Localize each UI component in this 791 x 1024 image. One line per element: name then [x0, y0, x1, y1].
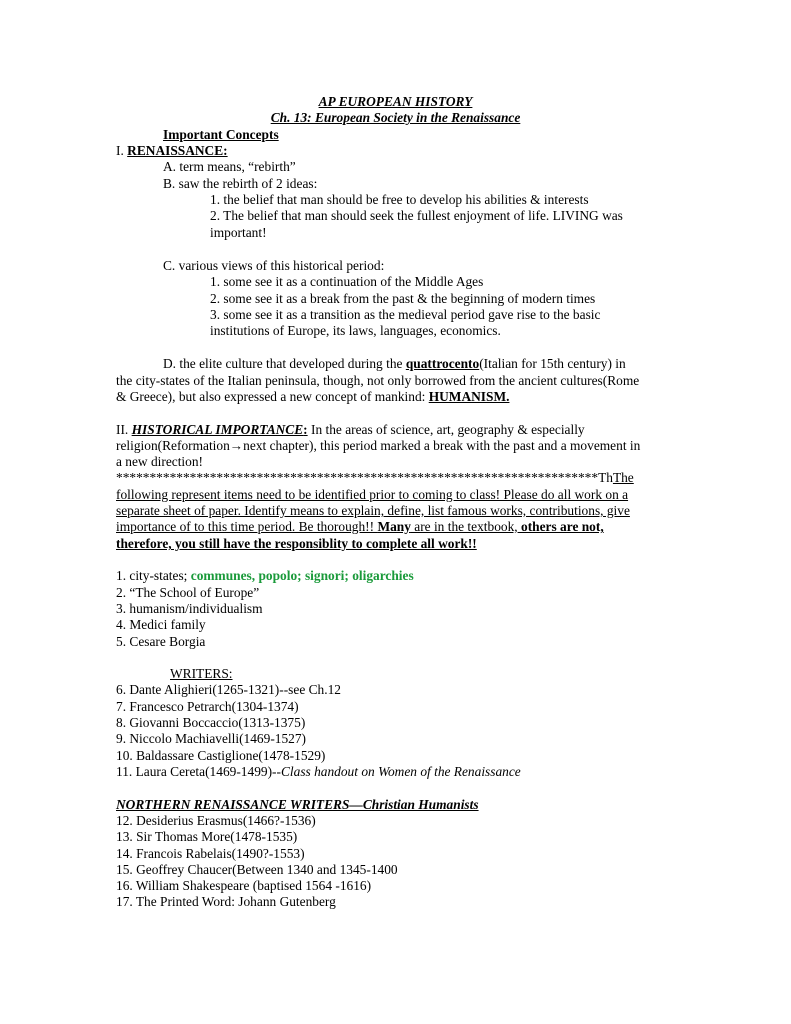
list-item-12: 12. Desiderius Erasmus(1466?-1536) — [116, 813, 316, 828]
point-d-text: D. the elite culture that developed during the — [163, 356, 406, 371]
instructions-line1: following represent items need to be identified prior to coming to class! Please do all work on a — [116, 487, 629, 502]
section-1-title: RENAISSANCE: — [127, 143, 228, 158]
northern-writers-heading: NORTHERN RENAISSANCE WRITERS—Christian Humanists — [116, 797, 479, 812]
point-c3-line1: 3. some see it as a transition as the medieval period gave rise to the basic — [210, 307, 601, 322]
list-item-15: 15. Geoffrey Chaucer(Between 1340 and 1345-1400 — [116, 862, 398, 877]
course-title: AP EUROPEAN HISTORY — [318, 94, 473, 109]
point-c: C. various views of this historical period: — [163, 258, 385, 273]
writers-heading: WRITERS: — [170, 666, 233, 681]
list-item-2: 2. “The School of Europe” — [116, 585, 260, 600]
point-d-line3-text: & Greece), but also expressed a new concept of mankind: — [116, 389, 429, 404]
list-item-17: 17. The Printed Word: Johann Gutenberg — [116, 894, 336, 909]
section-2-title: HISTORICAL IMPORTANCE — [131, 422, 304, 437]
list-item-8: 8. Giovanni Boccaccio(1313-1375) — [116, 715, 306, 730]
section-2-number: II. — [116, 422, 129, 437]
list-item-3: 3. humanism/individualism — [116, 601, 263, 616]
section-1-heading — [116, 143, 228, 160]
section-1-number: I. — [116, 143, 124, 158]
section-2-line2: religion(Reformation→next chapter), this period marked a break with the past and a movement in — [116, 438, 641, 453]
instructions-many: Many — [377, 519, 411, 534]
separator-stars — [116, 470, 634, 487]
list-item-16: 16. William Shakespeare (baptised 1564 -1616) — [116, 878, 372, 893]
point-d-line2: the city-states of the Italian peninsula, though, not only borrowed from the ancient cultures(Rome — [116, 373, 640, 388]
important-concepts-heading: Important Concepts — [163, 127, 279, 142]
instructions-line4: therefore, you still have the responsiblity to complete all work!! — [116, 536, 477, 551]
section-2-text: In the areas of science, art, geography & especially — [307, 422, 585, 437]
instructions-line3-mid: are in the textbook, — [410, 519, 521, 534]
point-b2-line1: 2. The belief that man should seek the fullest enjoyment of life. LIVING was — [210, 208, 623, 223]
list-item-9: 9. Niccolo Machiavelli(1469-1527) — [116, 731, 307, 746]
list-item-11-note: Class handout on Women of the Renaissance — [280, 764, 521, 779]
list-item-11 — [116, 764, 521, 781]
point-b: B. saw the rebirth of 2 ideas: — [163, 176, 318, 191]
list-item-11-text: 11. Laura Cereta(1469-1499)-- — [116, 764, 281, 779]
humanism-term: HUMANISM. — [428, 389, 510, 404]
list-item-14: 14. Francois Rabelais(1490?-1553) — [116, 846, 305, 861]
point-c1: 1. some see it as a continuation of the Middle Ages — [210, 274, 484, 289]
section-2-colon: : — [303, 422, 308, 437]
point-d-line3 — [116, 389, 509, 406]
chapter-title: Ch. 13: European Society in the Renaissance — [270, 110, 521, 125]
quattrocento-term: quattrocento — [405, 356, 480, 371]
list-item-1 — [116, 568, 414, 585]
instructions-line2: separate sheet of paper. Identify means to explain, define, list famous works, contributions, give — [116, 503, 630, 518]
instructions-line3 — [116, 519, 604, 536]
instructions-others: others are not, — [521, 519, 604, 534]
instructions-line3-text: importance of to this time period. Be thorough!! — [116, 519, 378, 534]
section-2-line3: a new direction! — [116, 454, 203, 469]
point-b1: 1. the belief that man should be free to develop his abilities & interests — [210, 192, 589, 207]
list-item-4: 4. Medici family — [116, 617, 206, 632]
list-item-6: 6. Dante Alighieri(1265-1321)--see Ch.12 — [116, 682, 341, 697]
point-d-line1 — [163, 356, 626, 373]
list-item-13: 13. Sir Thomas More(1478-1535) — [116, 829, 298, 844]
list-item-1-text: 1. city-states; — [116, 568, 191, 583]
section-2-line1 — [116, 422, 585, 439]
list-item-10: 10. Baldassare Castiglione(1478-1529) — [116, 748, 326, 763]
point-b2-line2: important! — [210, 225, 267, 240]
list-item-5: 5. Cesare Borgia — [116, 634, 206, 649]
point-c3-line2: institutions of Europe, its laws, languages, economics. — [210, 323, 501, 338]
point-a: A. term means, “rebirth” — [163, 159, 296, 174]
stars-text: ************************************************************************Th — [116, 470, 613, 485]
point-c2: 2. some see it as a break from the past & the beginning of modern times — [210, 291, 596, 306]
point-d-text-post: (Italian for 15th century) in — [479, 356, 626, 371]
list-item-1-highlight: communes, popolo; signori; oligarchies — [190, 568, 414, 583]
list-item-7: 7. Francesco Petrarch(1304-1374) — [116, 699, 299, 714]
stars-the: The — [612, 470, 634, 485]
